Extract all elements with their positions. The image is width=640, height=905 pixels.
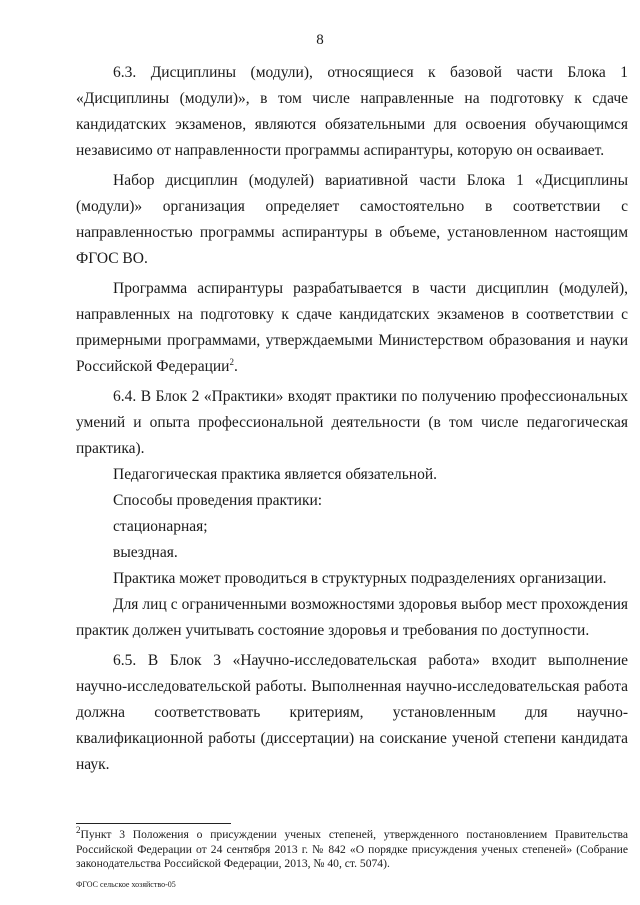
paragraph-program-text: Программа аспирантуры разрабатывается в части дисциплин (модулей), направленных на подготовку к сдаче кандидатских экзаменов в соответствии с примерными программами, утверждаемыми Министерством образования и науки Российской Федерации	[76, 280, 628, 375]
paragraph-6-4: 6.4. В Блок 2 «Практики» входят практики по получению профессиональных умений и опыта профессиональной деятельности (в том числе педагогическая практика).	[76, 388, 628, 457]
footnote-text: Пункт 3 Положения о присуждении ученых степеней, утвержденного постановлением Правительства Российской Федерации от 24 сентября 2013 г. № 842 «О порядке присуждения ученых степеней» (Собрание законодательства Российской Федерации, 2013, № 40, ст. 5074).	[76, 828, 628, 870]
paragraph-6-5: 6.5. В Блок 3 «Научно-исследовательская работа» входит выполнение научно-исследовательской работы. Выполненная научно-исследовательская работа должна соответствовать критериям, установленным для научно-квалификационной работы (диссертации) на соискание ученой степени кандидата наук.	[76, 652, 628, 773]
paragraph-disabilities: Для лиц с ограниченными возможностями здоровья выбор мест прохождения практик должен учитывать состояние здоровья и требования по доступности.	[76, 596, 628, 639]
paragraph-6-3: 6.3. Дисциплины (модули), относящиеся к базовой части Блока 1 «Дисциплины (модули)», в том числе направленные на подготовку к сдаче кандидатских экзаменов, являются обязательными для освоения обучающимся независимо от направленности программы аспирантуры, которую он осваивает.	[76, 64, 628, 159]
paragraph-field: выездная.	[113, 544, 178, 561]
page-number: 8	[316, 32, 324, 48]
paragraph-stationary: стационарная;	[113, 518, 208, 535]
paragraph-practice-methods: Способы проведения практики:	[113, 492, 323, 509]
footnote-reference: 2	[229, 356, 234, 367]
paragraph-pedagogical-practice: Педагогическая практика является обязательной.	[113, 466, 437, 483]
footnote	[76, 825, 628, 872]
footer-code: ФГОС сельское хозяйство-05	[76, 880, 176, 889]
paragraph-variative-part: Набор дисциплин (модулей) вариативной части Блока 1 «Дисциплины (модули)» организация определяет самостоятельно в соответствии с направленностью программы аспирантуры в объеме, установленном настоящим ФГОС ВО.	[76, 172, 628, 267]
document-body	[76, 60, 628, 778]
paragraph-program	[76, 276, 628, 380]
footnote-marker: 2	[76, 825, 81, 836]
footnote-divider	[76, 823, 231, 824]
paragraph-program-end: .	[233, 358, 238, 375]
paragraph-structural-units: Практика может проводиться в структурных подразделениях организации.	[113, 570, 607, 587]
